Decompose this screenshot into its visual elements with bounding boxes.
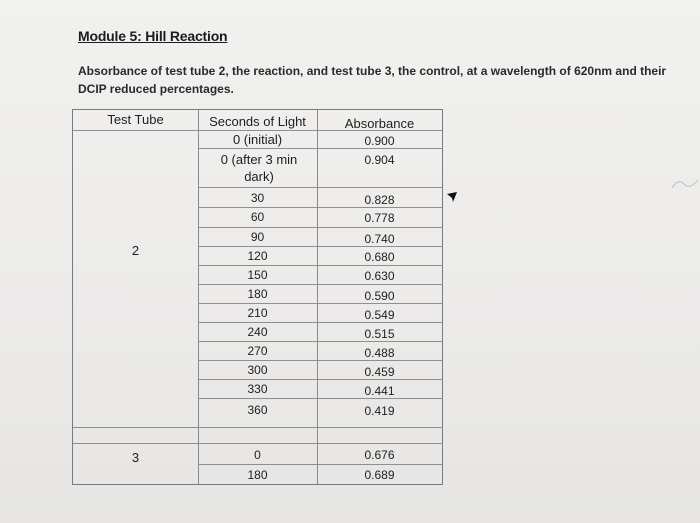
absorbance-cell: 0.676 bbox=[364, 448, 395, 462]
seconds-cell: 90 bbox=[250, 230, 265, 244]
row-divider bbox=[198, 284, 442, 285]
absorbance-cell: 0.778 bbox=[364, 211, 395, 225]
header-absorbance: Absorbance bbox=[344, 116, 415, 131]
seconds-cell: 0 (initial) bbox=[232, 132, 283, 147]
seconds-cell: 270 bbox=[247, 344, 268, 358]
row-divider bbox=[198, 227, 442, 228]
page-title: Module 5: Hill Reaction bbox=[78, 28, 228, 44]
pencil-mark-icon bbox=[670, 176, 700, 190]
seconds-cell: 30 bbox=[250, 191, 265, 205]
tube-3-label: 3 bbox=[131, 450, 140, 465]
absorbance-cell: 0.900 bbox=[364, 134, 395, 148]
header-seconds-of-light: Seconds of Light bbox=[209, 114, 306, 129]
seconds-cell: 60 bbox=[250, 210, 265, 224]
seconds-cell: 180 bbox=[247, 287, 268, 301]
absorbance-cell: 0.515 bbox=[364, 327, 395, 341]
section-divider bbox=[73, 443, 442, 444]
seconds-cell: 120 bbox=[247, 249, 268, 263]
absorbance-cell: 0.590 bbox=[364, 289, 395, 303]
row-divider bbox=[198, 464, 442, 465]
absorbance-cell: 0.630 bbox=[364, 269, 395, 283]
seconds-cell: 210 bbox=[247, 306, 268, 320]
seconds-cell: 150 bbox=[247, 268, 268, 282]
header-test-tube: Test Tube bbox=[107, 112, 164, 127]
absorbance-cell: 0.828 bbox=[364, 193, 395, 207]
absorbance-cell: 0.549 bbox=[364, 308, 395, 322]
seconds-cell: 300 bbox=[247, 363, 268, 377]
absorbance-cell: 0.459 bbox=[364, 365, 395, 379]
seconds-cell: 0 bbox=[254, 448, 261, 462]
tube-2-label: 2 bbox=[131, 243, 140, 258]
table-description: Absorbance of test tube 2, the reaction, and test tube 3, the control, at a wavelength of 620nm and their DCIP reduced percentages. bbox=[78, 64, 667, 96]
absorbance-cell: 0.419 bbox=[364, 404, 395, 418]
seconds-cell: 240 bbox=[247, 325, 268, 339]
absorbance-cell: 0.680 bbox=[364, 250, 395, 264]
section-divider bbox=[73, 427, 442, 428]
data-table bbox=[72, 109, 443, 485]
seconds-cell: 360 bbox=[247, 403, 268, 417]
absorbance-cell: 0.904 bbox=[364, 153, 395, 167]
row-divider bbox=[198, 187, 442, 188]
absorbance-cell: 0.441 bbox=[364, 384, 395, 398]
mouse-cursor-icon bbox=[445, 190, 461, 206]
seconds-cell: 330 bbox=[247, 382, 268, 396]
row-divider bbox=[198, 265, 442, 266]
absorbance-cell: 0.689 bbox=[364, 468, 395, 482]
absorbance-cell: 0.488 bbox=[364, 346, 395, 360]
seconds-cell: 180 bbox=[247, 468, 268, 482]
absorbance-cell: 0.740 bbox=[364, 232, 395, 246]
seconds-cell: 0 (after 3 min dark) bbox=[220, 152, 298, 184]
